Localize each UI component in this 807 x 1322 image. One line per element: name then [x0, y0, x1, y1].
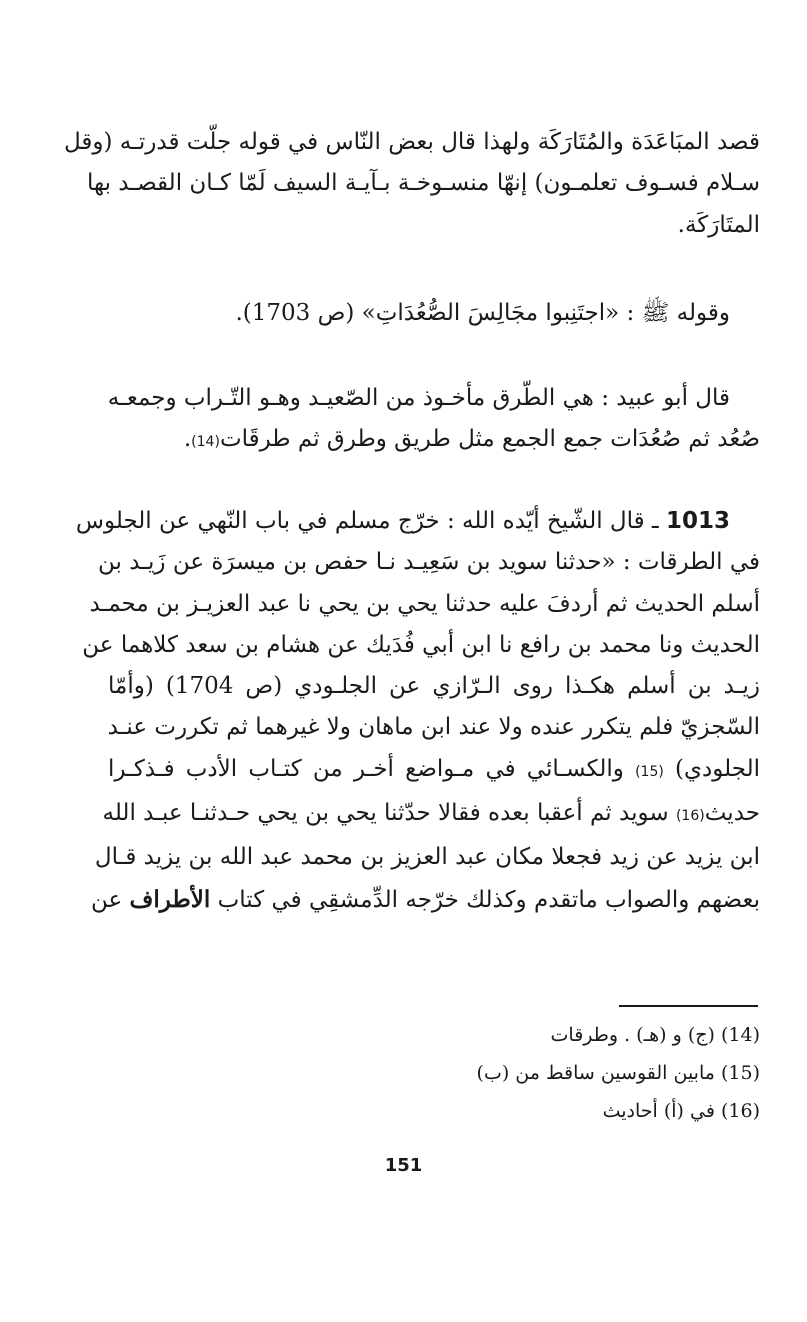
paragraph-1: [64, 122, 760, 246]
text-line: في الطرقات : «حدثنا سويد بن سَعِيـد نـا حفص بن ميسرَة عن زَيـد بن: [97, 549, 760, 576]
footnote-item: (16) في (أ) أحاديث: [602, 1100, 760, 1122]
paragraph-3: [108, 378, 760, 464]
text-line: سـلام فسـوف تعلمـون) إنهّا منسـوخـة بـآيـة السيف لَمّا كـان القصـد بها: [86, 170, 760, 197]
text-line: [108, 419, 760, 463]
footnote-divider: [619, 1005, 758, 1007]
text-line: الحديث ونا محمد بن رافع نا ابن أبي فُدَيك عن هشام بن سعد كلاهما عن: [82, 631, 760, 658]
text-segment: حديث: [704, 800, 760, 827]
footnotes: [420, 1016, 760, 1130]
paragraph-2: [108, 293, 760, 334]
text-line: قال أبو عبيد : هي الطّرق مأخـوذ من الصّعيـد وهـو التّـراب وجمعـه: [107, 385, 730, 411]
book-title: الأطراف: [129, 885, 211, 913]
page-number: 151: [384, 1155, 423, 1176]
text-line: أسلم الحديث ثم أردفَ عليه حدثنا يحي بن يحي نا عبد العزيـز بن محمـد: [89, 590, 760, 617]
footnote-ref: (16): [675, 808, 705, 825]
footnote-ref: (15): [635, 763, 664, 780]
text-line: المتَارَكَة.: [677, 211, 760, 238]
footnote-ref: (14): [191, 434, 220, 451]
footnote-item: (15) مابين القوسين ساقط من (ب): [476, 1062, 760, 1084]
footnote-item: (14) (ج) و (هـ) . وطرقات: [550, 1024, 760, 1046]
paragraph-4: [75, 501, 760, 921]
text-line: وقوله ﷺ : «اجتَنِبوا مجَالِسَ الصُّعُدَاتِ» (ص 1703).: [235, 300, 730, 326]
text-segment: .: [183, 426, 192, 453]
text-line: زيـد بن أسلم هكـذا روى الـرّازي عن الجلـودي (ص 1704) (وأمّا: [108, 673, 760, 700]
text-line: [102, 793, 760, 837]
text-line: [108, 749, 760, 793]
text-segment: صُعُد ثم صُعُدَات جمع الجمع مثل طريق وطرق ثم طرقَات: [219, 426, 760, 453]
text-segment: والكسـائي في مـواضع أخـر من كتـاب الأدب فـذكـرا: [108, 755, 636, 782]
text-line: [75, 501, 760, 542]
text-line: ابن يزيد عن زيد فجعلا مكان عبد العزيز بن محمد عبد الله بن يزيد قـال: [94, 844, 760, 871]
text-segment: سويد ثم أعقبا بعده فقالا حدّثنا يحي بن يحي حـدثنـا عبـد الله: [102, 800, 676, 827]
text-line: قصد المبَاعَدَة والمُتَارَكَة ولهذا قال بعض النّاس في قوله جلّت قدرتـه (وقل: [64, 129, 760, 155]
text-line: [91, 879, 760, 921]
text-segment: عن: [91, 886, 130, 913]
text-segment: بعضهم والصواب ماتقدم وكذلك خرّجه الدِّمشقِي في كتاب: [210, 886, 760, 913]
entry-number: 1013: [665, 508, 730, 534]
text-line: السّجزيّ فلم يتكرر عنده ولا عند ابن ماهان ولا غيرهما ثم تكررت عنـد: [107, 714, 760, 741]
text-segment: الجلودي): [675, 755, 760, 782]
text-segment: ـ قال الشّيخ أيّده الله : خرّج مسلم في باب النّهي عن الجلوس: [75, 508, 666, 534]
